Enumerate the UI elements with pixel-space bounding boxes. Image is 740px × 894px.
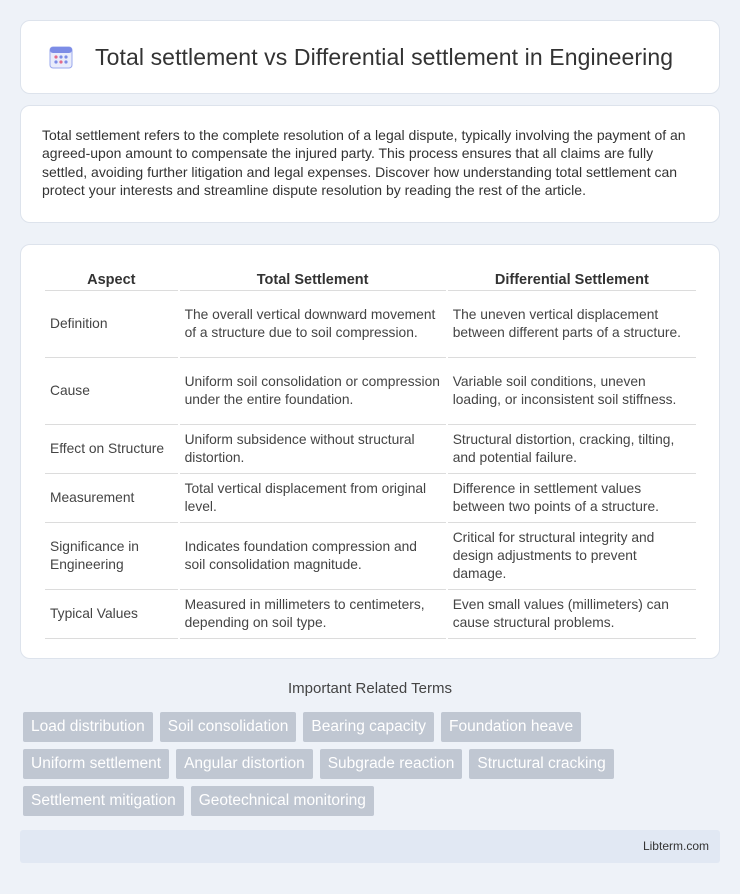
table-row xyxy=(45,425,696,474)
table-cell-total: Indicates foundation compression and soil consolidation magnitude. xyxy=(180,523,446,590)
page-title: Total settlement vs Differential settlement in Engineering xyxy=(95,43,674,70)
table-cell-aspect: Effect on Structure xyxy=(45,425,178,474)
table-cell-total: Uniform soil consolidation or compression under the entire foundation. xyxy=(180,358,446,425)
table-row xyxy=(45,474,696,523)
table-cell-aspect: Significance in Engineering xyxy=(45,523,178,590)
tag-foundation-heave[interactable]: Foundation heave xyxy=(441,712,581,742)
table-cell-total: Total vertical displacement from original level. xyxy=(180,474,446,523)
table-row xyxy=(45,358,696,425)
intro-text: Total settlement refers to the complete resolution of a legal dispute, typically involving the payment of an agreed-upon amount to compensate the injured party. This process ensures that all claims are fully settled, avoiding further litigation and legal expenses. Discover how understanding total settlement can protect your interests and streamline dispute resolution by reading the rest of the article. xyxy=(42,127,686,199)
comparison-card xyxy=(20,244,720,659)
table-cell-aspect: Cause xyxy=(45,358,178,425)
tag-soil-consolidation[interactable]: Soil consolidation xyxy=(160,712,297,742)
related-terms-title: Important Related Terms xyxy=(288,680,452,697)
tag-uniform-settlement[interactable]: Uniform settlement xyxy=(23,749,169,779)
table-cell-differential: Difference in settlement values between two points of a structure. xyxy=(448,474,696,523)
header-differential-settlement: Differential Settlement xyxy=(448,265,696,291)
header-aspect: Aspect xyxy=(45,265,178,291)
table-cell-aspect: Definition xyxy=(45,291,178,358)
table-cell-aspect: Typical Values xyxy=(45,590,178,639)
table-cell-differential: Structural distortion, cracking, tilting, and potential failure. xyxy=(448,425,696,474)
related-terms-tags xyxy=(23,712,723,816)
table-row xyxy=(45,523,696,590)
tag-structural-cracking[interactable]: Structural cracking xyxy=(469,749,613,779)
table-cell-differential: Critical for structural integrity and design adjustments to prevent damage. xyxy=(448,523,696,590)
footer-site-link[interactable]: Libterm.com xyxy=(642,839,709,853)
table-cell-differential: The uneven vertical displacement between different parts of a structure. xyxy=(448,291,696,358)
table-header-row xyxy=(45,265,696,291)
table-cell-total: Uniform subsidence without structural distortion. xyxy=(180,425,446,474)
tag-subgrade-reaction[interactable]: Subgrade reaction xyxy=(320,749,463,779)
table-cell-total: Measured in millimeters to centimeters, depending on soil type. xyxy=(180,590,446,639)
tag-bearing-capacity[interactable]: Bearing capacity xyxy=(303,712,434,742)
header-total-settlement: Total Settlement xyxy=(180,265,446,291)
intro-card xyxy=(20,105,720,223)
table-cell-total: The overall vertical downward movement of a structure due to soil compression. xyxy=(180,291,446,358)
tag-load-distribution[interactable]: Load distribution xyxy=(23,712,153,742)
table-row xyxy=(45,291,696,358)
table-cell-differential: Even small values (millimeters) can cause structural problems. xyxy=(448,590,696,639)
footer xyxy=(20,830,720,863)
tag-settlement-mitigation[interactable]: Settlement mitigation xyxy=(23,786,184,816)
table-cell-differential: Variable soil conditions, uneven loading, or inconsistent soil stiffness. xyxy=(448,358,696,425)
calendar-grid-icon xyxy=(47,43,75,71)
tag-geotechnical-monitoring[interactable]: Geotechnical monitoring xyxy=(191,786,374,816)
table-row xyxy=(45,590,696,639)
comparison-table xyxy=(43,265,698,639)
table-cell-aspect: Measurement xyxy=(45,474,178,523)
header-card xyxy=(20,20,720,94)
tag-angular-distortion[interactable]: Angular distortion xyxy=(176,749,313,779)
